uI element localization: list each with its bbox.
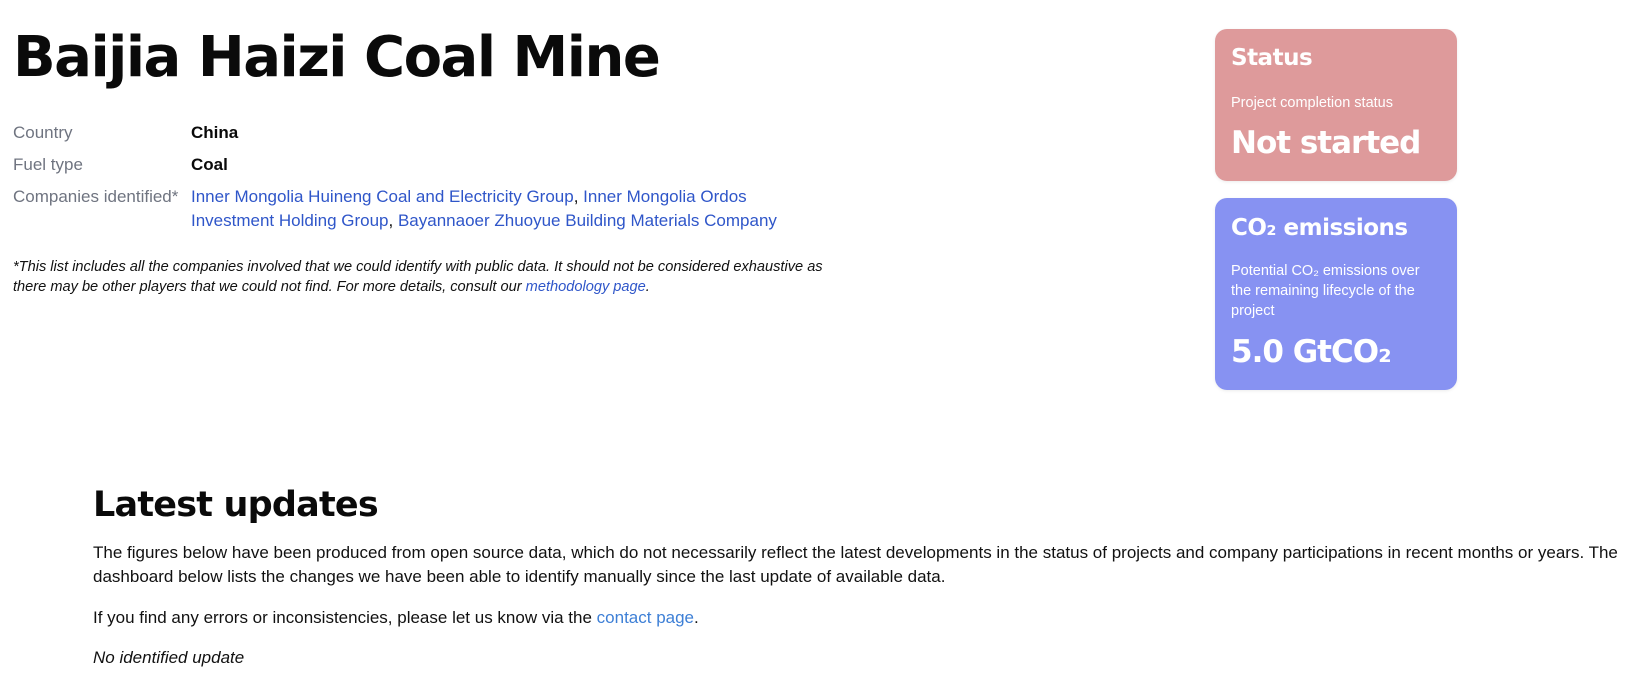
companies-footnote [13,257,833,297]
companies-label: Companies identified* [13,187,179,206]
country-value: China [191,123,239,142]
company-separator: , [573,187,584,206]
fuel-type-value: Coal [191,155,228,174]
contact-end: . [694,608,699,627]
status-card [1215,29,1457,181]
footnote-end: . [645,279,650,295]
company-separator: , [388,211,398,230]
contact-page-link[interactable]: contact page [596,608,695,627]
emissions-value: 5.0 GtCO₂ [1231,334,1391,370]
company-link[interactable]: Inner Mongolia Ordos Investment Holding Group [191,187,747,230]
emissions-heading: CO₂ emissions [1231,215,1408,241]
latest-updates-title: Latest updates [93,485,378,525]
company-link[interactable]: Bayannaoer Zhuoyue Building Materials Company [397,211,777,230]
status-heading: Status [1231,45,1313,71]
status-value: Not started [1231,125,1421,161]
updates-intro-paragraph: The figures below have been produced from open source data, which do not necessarily reflect the latest developments in the status of projects and company participations in recent months or years. The dashboard below lists the changes we have been able to identify manually since the last update of available data. [93,543,1618,586]
companies-list [191,185,811,233]
emissions-description: Potential CO₂ emissions over the remaining lifecycle of the project [1231,263,1420,319]
methodology-link[interactable]: methodology page [525,279,646,295]
fuel-type-label: Fuel type [13,155,83,174]
footnote-text: *This list includes all the companies involved that we could identify with public data. It should not be considered exhaustive as there may be other players that we could not find. For more details, consult our [13,259,823,295]
page-title: Baijia Haizi Coal Mine [13,25,660,90]
no-update-message: No identified update [93,648,245,667]
company-link[interactable]: Inner Mongolia Huineng Coal and Electricity Group [191,187,574,206]
emissions-card [1215,198,1457,390]
country-label: Country [13,123,73,142]
updates-contact-paragraph [93,606,1633,630]
status-description: Project completion status [1231,95,1393,111]
contact-text: If you find any errors or inconsistencies, please let us know via the [93,608,597,627]
